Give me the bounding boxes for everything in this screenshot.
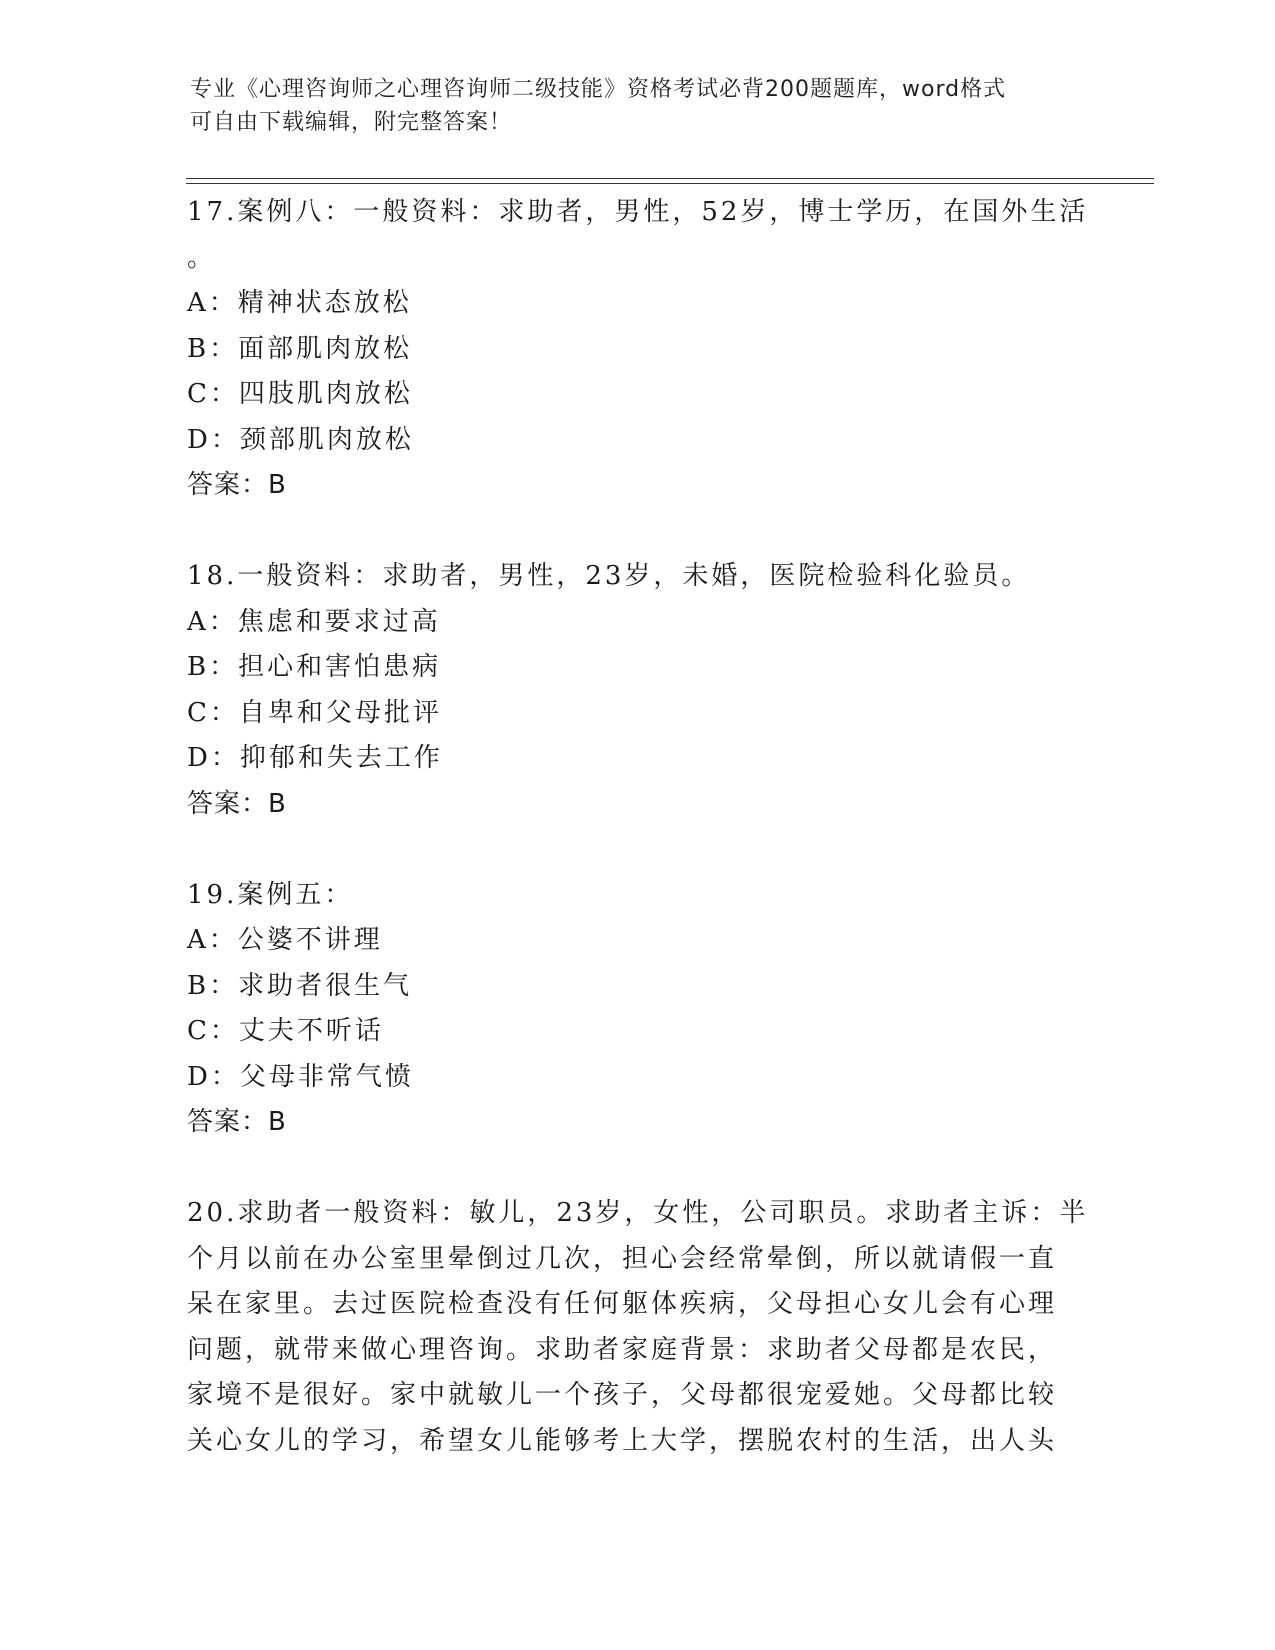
question-stem-line: 家境不是很好。家中就敏儿一个孩子，父母都很宠爱她。父母都比较 (187, 1380, 1058, 1410)
answer-option: C：丈夫不听话 (187, 1016, 384, 1046)
header-line-2: 可自由下载编辑，附完整答案！ (190, 110, 513, 135)
question-spacer (187, 509, 1087, 555)
header-divider-top (186, 178, 1154, 179)
question-spacer (187, 1146, 1087, 1192)
answer-key: 答案：B (187, 788, 287, 819)
answer-key: 答案：B (187, 1107, 287, 1137)
answer-option: C：自卑和父母批评 (187, 697, 442, 728)
answer-option: C：四肢肌肉放松 (187, 379, 413, 409)
question-block (187, 1191, 1087, 1464)
answer-option: A：精神状态放松 (187, 288, 412, 318)
answer-option: B：求助者很生气 (187, 970, 413, 1001)
answer-option: A：焦虑和要求过高 (187, 606, 441, 637)
answer-option: B：担心和害怕患病 (187, 652, 442, 682)
question-stem-line: 17.案例八：一般资料：求助者，男性，52岁，博士学历，在国外生活 (187, 197, 1089, 227)
question-stem-line: 个月以前在办公室里晕倒过几次，担心会经常晕倒，所以就请假一直 (187, 1243, 1058, 1274)
question-stem-line: 呆在家里。去过医院检查没有任何躯体疾病，父母担心女儿会有心理 (187, 1289, 1058, 1319)
answer-option: D：颈部肌肉放松 (187, 424, 414, 455)
question-spacer (187, 827, 1087, 873)
question-stem-line: 20.求助者一般资料：敏儿，23岁，女性，公司职员。求助者主诉：半 (187, 1198, 1089, 1228)
answer-option: D：抑郁和失去工作 (187, 743, 443, 773)
question-block (187, 554, 1087, 827)
question-block (187, 190, 1087, 509)
header-line-1: 专业《心理咨询师之心理咨询师二级技能》资格考试必背200题题库，word格式 (190, 77, 1007, 102)
question-list (187, 190, 1087, 1464)
answer-option: B：面部肌肉放松 (187, 333, 413, 364)
document-header (190, 73, 1090, 139)
question-stem-line: 19.案例五： (187, 879, 354, 910)
answer-option: A：公婆不讲理 (187, 925, 383, 955)
answer-key: 答案：B (187, 470, 287, 500)
question-stem-line: 18.一般资料：求助者，男性，23岁，未婚，医院检验科化验员。 (187, 561, 1031, 591)
header-divider-bottom (186, 183, 1154, 184)
question-stem-line: 问题，就带来做心理咨询。求助者家庭背景：求助者父母都是农民， (187, 1334, 1058, 1365)
question-stem-line: 。 (187, 242, 217, 273)
answer-option: D：父母非常气愤 (187, 1061, 414, 1092)
question-block (187, 873, 1087, 1146)
question-stem-line: 关心女儿的学习，希望女儿能够考上大学，摆脱农村的生活，出人头 (187, 1425, 1058, 1456)
